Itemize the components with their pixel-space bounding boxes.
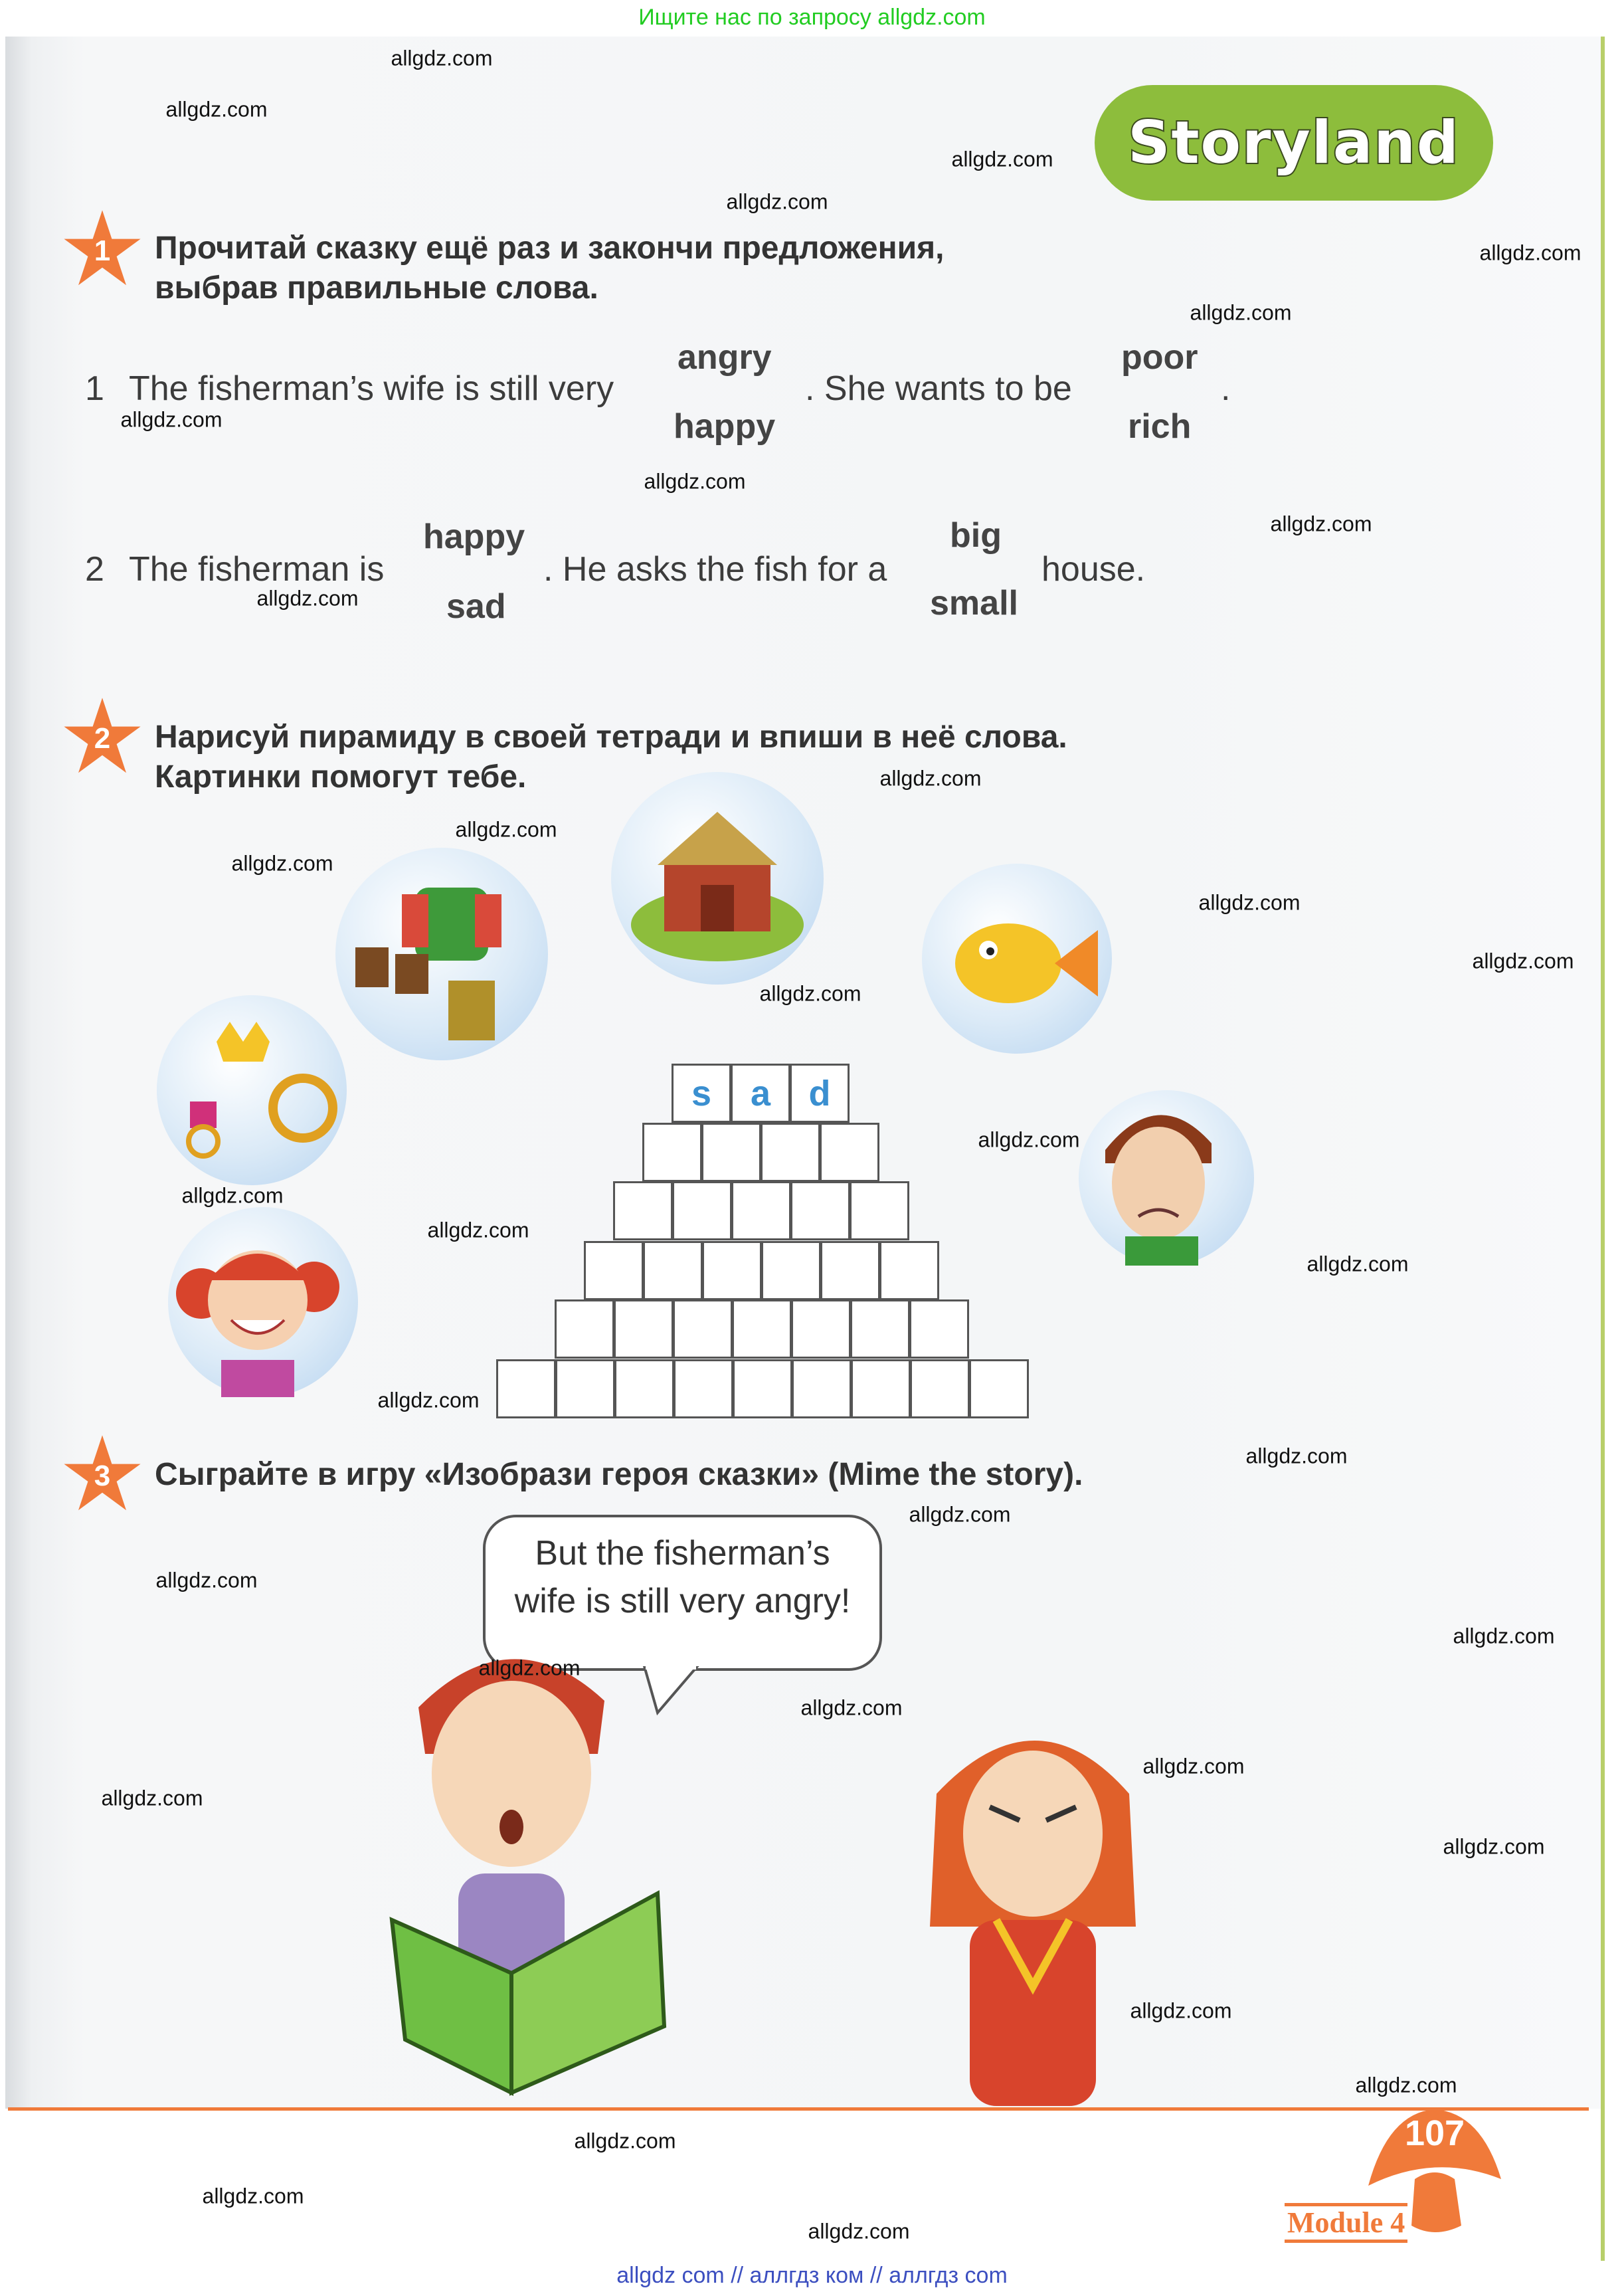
- storyland-badge: Storyland: [1095, 85, 1493, 201]
- watermark-text: allgdz.com: [155, 1568, 258, 1592]
- choice-happy[interactable]: happy: [674, 407, 776, 446]
- watermark-text: allgdz.com: [1142, 1754, 1245, 1778]
- pyramid-cell[interactable]: [850, 1181, 909, 1240]
- page-number: 107: [1404, 2113, 1465, 2153]
- item-1-text-part3: .: [1221, 369, 1231, 408]
- speech-line: But the fisherman’s: [535, 1534, 830, 1573]
- pyramid-cell[interactable]: [879, 1241, 939, 1300]
- watermark-text: allgdz.com: [644, 469, 746, 494]
- exercise-1-heading: [155, 229, 944, 308]
- exercise-3-star-icon: [62, 1434, 142, 1513]
- pyramid-cell[interactable]: [820, 1123, 879, 1182]
- speech-line: wife is still very angry!: [514, 1582, 851, 1620]
- watermark-text: allgdz.com: [1479, 240, 1581, 265]
- princess-picture: [168, 1207, 358, 1397]
- watermark-text: allgdz.com: [1453, 1624, 1555, 1648]
- pyramid-cell[interactable]: [910, 1359, 970, 1418]
- pyramid-cell[interactable]: [614, 1359, 674, 1418]
- choice-small[interactable]: small: [930, 584, 1018, 622]
- exercise-2-star-icon: [62, 696, 142, 776]
- goldfish-picture: [922, 864, 1112, 1054]
- pyramid-cell[interactable]: [672, 1181, 732, 1240]
- pyramid-cell[interactable]: a: [731, 1064, 790, 1123]
- pyramid-cell[interactable]: [555, 1359, 615, 1418]
- angry-wife-illustration: [897, 1707, 1176, 2106]
- pyramid-cell[interactable]: [642, 1123, 702, 1182]
- pyramid-cell[interactable]: [584, 1241, 644, 1300]
- choice-happy[interactable]: happy: [423, 518, 525, 556]
- exercise-3-heading: Сыграйте в игру «Изобрази героя сказки» (Mime the story).: [155, 1457, 1083, 1492]
- barn-picture: [611, 772, 824, 985]
- pyramid-cell[interactable]: [790, 1181, 850, 1240]
- top-banner[interactable]: Ищите нас по запросу allgdz.com: [638, 5, 986, 30]
- pyramid-cell[interactable]: [643, 1241, 703, 1300]
- exercise-2-number: 2: [94, 722, 111, 755]
- watermark-text: allgdz.com: [978, 1127, 1080, 1152]
- pyramid-cell[interactable]: [969, 1359, 1029, 1418]
- choice-rich[interactable]: rich: [1128, 407, 1192, 446]
- word-pyramid: [496, 1064, 1041, 1422]
- watermark-text: allgdz.com: [120, 407, 223, 432]
- pyramid-cell[interactable]: [674, 1359, 733, 1418]
- watermark-text: allgdz.com: [951, 147, 1053, 171]
- choice-big[interactable]: big: [950, 516, 1002, 555]
- exercise-1-number: 1: [94, 235, 111, 267]
- item-1-number: 1: [85, 369, 104, 408]
- pyramid-cell[interactable]: [733, 1359, 792, 1418]
- watermark-text: allgdz.com: [455, 817, 557, 842]
- watermark-text: allgdz.com: [377, 1388, 480, 1412]
- watermark-text: allgdz.com: [879, 766, 982, 791]
- watermark-text: allgdz.com: [808, 2219, 910, 2244]
- item-1-text-part2: . She wants to be: [805, 369, 1072, 408]
- watermark-text: allgdz.com: [800, 1695, 903, 1720]
- watermark-text: allgdz.com: [1130, 1998, 1232, 2023]
- item-2-text-part2: . He asks the fish for a: [543, 550, 887, 589]
- watermark-text: allgdz.com: [1443, 1834, 1545, 1859]
- pyramid-cell[interactable]: s: [672, 1064, 731, 1123]
- item-1-text-part1: The fisherman’s wife is still very: [129, 369, 614, 408]
- pyramid-cell[interactable]: [673, 1299, 733, 1359]
- pyramid-cell[interactable]: [702, 1241, 762, 1300]
- pyramid-cell[interactable]: [792, 1359, 852, 1418]
- pyramid-cell[interactable]: [701, 1123, 761, 1182]
- watermark-text: allgdz.com: [165, 97, 268, 122]
- watermark-text: allgdz.com: [478, 1656, 581, 1680]
- pyramid-cell[interactable]: [555, 1299, 614, 1359]
- watermark-text: allgdz.com: [759, 981, 861, 1006]
- pyramid-cell[interactable]: [851, 1359, 911, 1418]
- pyramid-cell[interactable]: [731, 1181, 791, 1240]
- footer-divider: [8, 2107, 1589, 2111]
- watermark-text: allgdz.com: [1307, 1252, 1409, 1276]
- exercise-3-number: 3: [94, 1460, 111, 1492]
- watermark-text: allgdz.com: [1245, 1444, 1348, 1468]
- watermark-text: allgdz.com: [231, 851, 333, 876]
- heading-line: Прочитай сказку ещё раз и закончи предложения,: [155, 231, 945, 266]
- watermark-text: allgdz.com: [391, 46, 493, 70]
- watermark-text: allgdz.com: [726, 189, 828, 214]
- item-2-text-part3: house.: [1041, 550, 1146, 589]
- pyramid-cell[interactable]: [761, 1123, 820, 1182]
- choice-poor[interactable]: poor: [1121, 338, 1198, 377]
- choice-sad[interactable]: sad: [446, 587, 506, 626]
- boy-reading-illustration: [379, 1628, 684, 2106]
- clothes-picture: [335, 848, 548, 1060]
- choice-angry[interactable]: angry: [677, 338, 772, 377]
- heading-line: Картинки помогут тебе.: [155, 759, 527, 795]
- watermark-text: allgdz.com: [1270, 512, 1372, 536]
- pyramid-cell[interactable]: [909, 1299, 969, 1359]
- watermark-text: allgdz.com: [1190, 300, 1292, 325]
- pyramid-cell[interactable]: [850, 1299, 910, 1359]
- footer-links[interactable]: allgdz com // аллгдз ком // аллгдз com: [616, 2263, 1008, 2288]
- pyramid-cell[interactable]: [732, 1299, 792, 1359]
- pyramid-cell[interactable]: [613, 1181, 673, 1240]
- pyramid-cell[interactable]: d: [790, 1064, 850, 1123]
- pyramid-cell[interactable]: [791, 1299, 851, 1359]
- pyramid-cell[interactable]: [761, 1241, 821, 1300]
- watermark-text: allgdz.com: [256, 586, 359, 611]
- watermark-text: allgdz.com: [202, 2184, 304, 2208]
- watermark-text: allgdz.com: [574, 2129, 676, 2153]
- module-label: Module 4: [1285, 2203, 1407, 2243]
- pyramid-cell[interactable]: [820, 1241, 880, 1300]
- watermark-text: allgdz.com: [909, 1502, 1011, 1527]
- heading-line: Нарисуй пирамиду в своей тетради и впиши в неё слова.: [155, 719, 1067, 755]
- jewelry-picture: [157, 995, 347, 1185]
- pyramid-cell[interactable]: [496, 1359, 556, 1418]
- exercise-1-star-icon: [62, 209, 142, 288]
- sad-fisherman-picture: [1079, 1090, 1254, 1266]
- watermark-text: allgdz.com: [427, 1218, 529, 1242]
- pyramid-cell[interactable]: [614, 1299, 674, 1359]
- watermark-text: allgdz.com: [1472, 949, 1574, 973]
- item-2-text-part1: The fisherman is: [129, 550, 385, 589]
- watermark-text: allgdz.com: [181, 1183, 284, 1208]
- watermark-text: allgdz.com: [1198, 890, 1301, 915]
- watermark-text: allgdz.com: [101, 1786, 203, 1810]
- heading-line: выбрав правильные слова.: [155, 270, 598, 306]
- item-2-number: 2: [85, 550, 104, 589]
- watermark-text: allgdz.com: [1355, 2073, 1457, 2097]
